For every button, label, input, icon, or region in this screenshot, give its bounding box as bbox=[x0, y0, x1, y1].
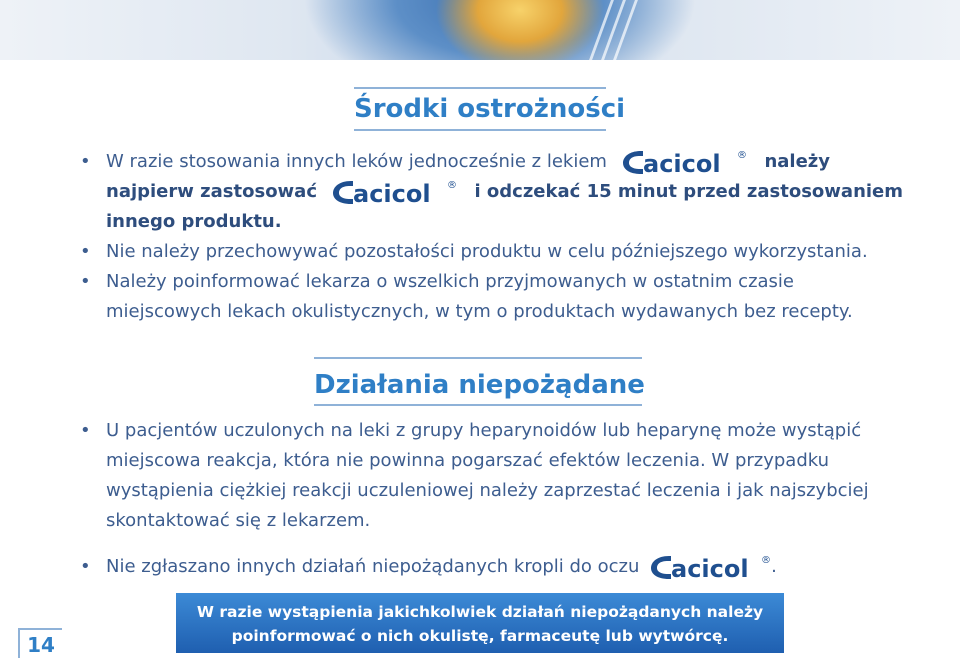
logo-registered-mark: ® bbox=[761, 555, 772, 566]
callout-line-1: W razie wystąpienia jakichkolwiek działań niepożądanych należy bbox=[196, 603, 764, 621]
list-item bbox=[80, 267, 903, 327]
item-text: . bbox=[771, 556, 777, 577]
header-light-streak bbox=[589, 0, 614, 60]
bullet-dot: • bbox=[80, 271, 91, 292]
item-text-bold: najpierw zastosować bbox=[106, 181, 317, 202]
item-text: U pacjentów uczulonych na leki z grupy heparynoidów lub heparynę może wystąpić bbox=[106, 420, 862, 441]
page-number: 14 bbox=[18, 628, 62, 658]
warning-callout bbox=[176, 593, 784, 653]
cacicol-logo-svg bbox=[329, 177, 463, 207]
item-text: Należy poinformować lekarza o wszelkich przyjmowanych w ostatnim czasie bbox=[106, 271, 794, 292]
item-text: Nie zgłaszano innych działań niepożądanych kropli do oczu bbox=[106, 556, 640, 577]
title-rule-top bbox=[314, 357, 642, 359]
list-item bbox=[80, 237, 903, 267]
list-item bbox=[80, 416, 869, 536]
header-light-streak bbox=[613, 0, 638, 60]
bullet-dot: • bbox=[80, 151, 91, 172]
section-title-side-effects: Działania niepożądane bbox=[314, 370, 645, 400]
bullet-dot: • bbox=[80, 420, 91, 441]
cacicol-logo-svg bbox=[619, 147, 753, 177]
title-rule-bottom bbox=[354, 129, 606, 131]
logo-registered-mark: ® bbox=[736, 150, 747, 161]
list-item bbox=[80, 552, 869, 582]
callout-line-2: poinformować o nich okulistę, farmaceutę lub wytwórcę. bbox=[231, 627, 729, 645]
section-title-precautions: Środki ostrożności bbox=[354, 94, 626, 124]
header-eye-photo bbox=[0, 0, 960, 60]
item-text: Nie należy przechowywać pozostałości produktu w celu późniejszego wykorzystania. bbox=[106, 241, 868, 262]
item-text-bold: innego produktu. bbox=[106, 211, 282, 232]
precautions-list bbox=[80, 147, 903, 327]
bullet-dot: • bbox=[80, 241, 91, 262]
title-rule-bottom bbox=[314, 404, 642, 406]
cacicol-logo bbox=[619, 147, 753, 177]
logo-registered-mark: ® bbox=[446, 180, 457, 191]
item-text-bold: należy bbox=[764, 151, 830, 172]
side-effects-list bbox=[80, 416, 869, 582]
item-text: skontaktować się z lekarzem. bbox=[106, 510, 371, 531]
item-text: W razie stosowania innych leków jednocześnie z lekiem bbox=[106, 151, 607, 172]
logo-wordmark: acicol bbox=[671, 555, 749, 582]
item-text: wystąpienia ciężkiej reakcji uczuleniowej należy zaprzestać leczenia i jak najszybciej bbox=[106, 480, 869, 501]
item-text: miejscowa reakcja, która nie powinna pogarszać efektów leczenia. W przypadku bbox=[106, 450, 830, 471]
cacicol-logo bbox=[329, 177, 463, 207]
item-text-bold: i odczekać 15 minut przed zastosowaniem bbox=[474, 181, 904, 202]
list-item bbox=[80, 147, 903, 237]
cacicol-logo-svg bbox=[647, 552, 771, 582]
cacicol-logo bbox=[647, 552, 771, 582]
item-text: miejscowych lekach okulistycznych, w tym o produktach wydawanych bez recepty. bbox=[106, 301, 853, 322]
logo-wordmark: acicol bbox=[642, 150, 721, 177]
bullet-dot: • bbox=[80, 556, 91, 577]
logo-wordmark: acicol bbox=[352, 180, 431, 207]
header-light-streak bbox=[601, 0, 626, 60]
